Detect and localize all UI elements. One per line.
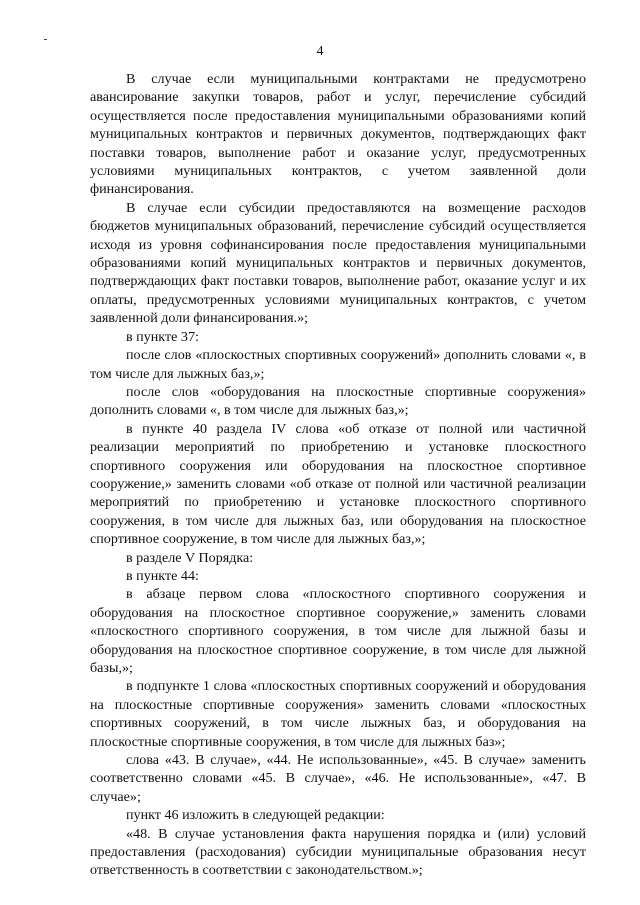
paragraph-7: в разделе V Порядка: xyxy=(126,549,254,566)
paragraph-2: В случае если субсидии предоставляются на возмещение расходов бюджетов муниципальных образований, перечисление субсидий осуществляется исходя из уровня софинансирования после предоставления муниципальными образованиями копий муниципальных контрактов и первичных документов, подтверждающих факт поставки товаров, выполнение работ, оказание услуг и их оплаты, предусмотренных условиями муниципальных контрактов, с учетом заявленной доли финансирования.»; xyxy=(90,199,586,327)
paragraph-5: после слов «оборудования на плоскостные спортивные сооружения» дополнить словами «, в том числе для лыжных баз,»; xyxy=(90,383,586,419)
paragraph-13: «48. В случае установления факта нарушения порядка и (или) условий предоставления (расходования) субсидии муниципальные образования несут ответственность в соответствии с законодательством.»; xyxy=(90,825,586,879)
paragraph-3: в пункте 37: xyxy=(126,328,199,345)
scan-mark xyxy=(44,39,47,40)
paragraph-4: после слов «плоскостных спортивных сооружений» дополнить словами «, в том числе для лыжных баз,»; xyxy=(90,347,586,382)
paragraph-12: пункт 46 изложить в следующей редакции: xyxy=(126,807,385,824)
paragraph-11: слова «43. В случае», «44. Не использованные», «45. В случае» заменить соответственно словами «45. В случае», «46. Не использованные», «47. В случае»; xyxy=(90,752,586,805)
page-number: 4 xyxy=(316,44,324,59)
paragraph-1: В случае если муниципальными контрактами не предусмотрено авансирование закупки товаров, работ и услуг, перечисление субсидий осуществляется после предоставления муниципальными образованиями копий муниципальных контрактов и первичных документов, подтверждающих факт поставки товаров, выполнение работ и оказание услуг, предусмотренных условиями муниципальных контрактов, с учетом заявленной доли финансирования. xyxy=(90,71,586,198)
paragraph-9: в абзаце первом слова «плоскостного спортивного сооружения и оборудования на плоскостное спортивное сооружение,» заменить словами «плоскостного спортивного сооружения, в том числе для лыжной базы и оборудования на плоскостное спортивное сооружение, в том числе для лыжной базы,»; xyxy=(90,586,586,676)
document-body xyxy=(90,70,586,880)
paragraph-10: в подпункте 1 слова «плоскостных спортивных сооружений и оборудования на плоскостные спортивные сооружения» заменить словами «плоскостных спортивных сооружений, в том числе лыжных баз, и оборудования на плоскостные спортивные сооружения, в том числе для лыжных баз»; xyxy=(90,678,586,750)
paragraph-8: в пункте 44: xyxy=(126,567,199,584)
paragraph-6: в пункте 40 раздела IV слова «об отказе от полной или частичной реализации мероприятий по приобретению и установке плоскостного спортивного сооружения или оборудования на плоскостное спортивное сооружение,» заменить словами «об отказе от полной или частичной реализации мероприятий по приобретению и установке плоскостного спортивного сооружения, в том числе для лыжных баз, или оборудования на плоскостное спортивное сооружение, в том числе для лыжных баз,»; xyxy=(90,420,586,548)
